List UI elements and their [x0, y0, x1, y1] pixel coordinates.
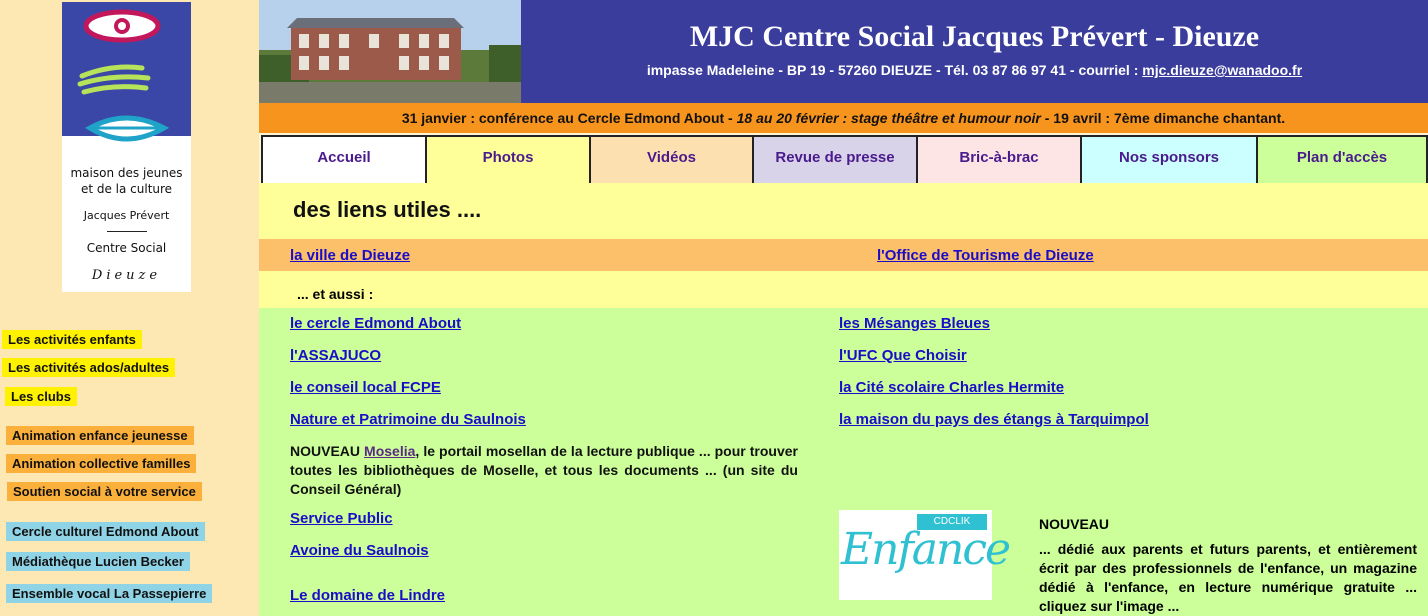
moselia-prefix: NOUVEAU	[290, 443, 365, 459]
logo-line-1: maison des jeunes	[70, 166, 183, 180]
mouth-icon	[62, 106, 191, 158]
news-ticker	[259, 103, 1428, 133]
logo-line-2: et de la culture	[80, 182, 173, 196]
mjc-logo[interactable]	[62, 2, 191, 292]
tab-bric-a-brac[interactable]: Bric-à-brac	[916, 135, 1082, 183]
links-section	[259, 308, 1428, 616]
logo-line-3: Jacques Prévert	[83, 209, 170, 222]
sidebar-item-activites-ados[interactable]: Les activités ados/adultes	[2, 358, 175, 377]
news-part-3: - 19 avril : 7ème dimanche chantant.	[1040, 110, 1286, 126]
sidebar	[0, 0, 258, 616]
enfance-description: ... dédié aux parents et futurs parents, et entièrement écrit par des professionnels de l'enfance, un magazine dédié à l'enfance, en lecture numérique gratuite ... cliquez sur l'image ...	[1039, 541, 1417, 614]
heading-band	[259, 183, 1428, 239]
building-photo	[259, 0, 521, 103]
main-links-band	[259, 239, 1428, 271]
logo-divider	[107, 231, 147, 232]
link-cite-scolaire[interactable]: la Cité scolaire Charles Hermite	[839, 379, 1065, 396]
link-nature-patrimoine[interactable]: Nature et Patrimoine du Saulnois	[290, 411, 526, 428]
moselia-paragraph	[290, 442, 798, 499]
sidebar-item-cercle-culturel[interactable]: Cercle culturel Edmond About	[6, 522, 205, 541]
link-ufc-que-choisir[interactable]: l'UFC Que Choisir	[839, 347, 967, 364]
moselia-text: , le portail mosellan de la lecture publique ... pour trouver toutes les bibliothèques de Moselle, et tous les documents ... (un site du Conseil Général)	[290, 443, 798, 497]
email-link[interactable]: mjc.dieuze@wanadoo.fr	[1142, 62, 1303, 78]
link-assajuco[interactable]: l'ASSAJUCO	[290, 347, 382, 364]
link-service-public[interactable]: Service Public	[290, 510, 393, 527]
enfance-magazine-image[interactable]	[839, 510, 1009, 600]
tab-accueil[interactable]: Accueil	[261, 135, 427, 183]
link-ville-de-dieuze[interactable]: la ville de Dieuze	[290, 247, 411, 264]
logo-signature: Dieuze	[91, 268, 162, 283]
enfance-logo-text: Enfance	[841, 524, 1009, 575]
header-banner	[521, 0, 1428, 103]
also-band	[259, 271, 1428, 308]
tab-photos[interactable]: Photos	[425, 135, 591, 183]
sidebar-item-animation-enfance[interactable]: Animation enfance jeunesse	[6, 426, 194, 445]
contact-line	[521, 62, 1428, 78]
tab-plan-acces[interactable]: Plan d'accès	[1256, 135, 1428, 183]
link-mesanges-bleues[interactable]: les Mésanges Bleues	[839, 315, 990, 332]
tab-revue-de-presse[interactable]: Revue de presse	[752, 135, 918, 183]
site-title: MJC Centre Social Jacques Prévert - Dieuze	[689, 20, 1260, 53]
tab-nos-sponsors[interactable]: Nos sponsors	[1080, 135, 1258, 183]
link-fcpe[interactable]: le conseil local FCPE	[290, 379, 441, 396]
link-avoine-saulnois[interactable]: Avoine du Saulnois	[290, 542, 429, 559]
sidebar-item-clubs[interactable]: Les clubs	[5, 387, 77, 406]
link-maison-pays-etangs[interactable]: la maison du pays des étangs à Tarquimpol	[839, 411, 1149, 428]
page-heading: des liens utiles ....	[293, 197, 482, 222]
sidebar-item-mediatheque[interactable]: Médiathèque Lucien Becker	[6, 552, 190, 571]
link-cercle-edmond-about[interactable]: le cercle Edmond About	[290, 315, 462, 332]
link-office-tourisme[interactable]: l'Office de Tourisme de Dieuze	[877, 247, 1094, 264]
sidebar-item-soutien-social[interactable]: Soutien social à votre service	[7, 482, 202, 501]
sidebar-item-activites-enfants[interactable]: Les activités enfants	[2, 330, 142, 349]
hand-icon	[62, 54, 191, 106]
news-part-2: 18 au 20 février : stage théâtre et humour noir	[736, 110, 1041, 126]
sidebar-item-ensemble-vocal[interactable]: Ensemble vocal La Passepierre	[6, 584, 212, 603]
enfance-nouveau-label: NOUVEAU	[1039, 516, 1110, 532]
main-nav	[259, 133, 1428, 183]
address-text: impasse Madeleine - BP 19 - 57260 DIEUZE - Tél. 03 87 86 97 41 - courriel :	[646, 62, 1143, 78]
logo-line-4: Centre Social	[86, 241, 167, 255]
tab-videos[interactable]: Vidéos	[589, 135, 754, 183]
main-content	[259, 183, 1428, 616]
link-moselia[interactable]: Moselia	[364, 443, 416, 459]
enfance-badge: CDCLIK	[917, 514, 987, 530]
news-part-1: 31 janvier : conférence au Cercle Edmond About -	[401, 110, 737, 126]
link-domaine-lindre[interactable]: Le domaine de Lindre	[290, 587, 446, 604]
sidebar-item-animation-familles[interactable]: Animation collective familles	[6, 454, 196, 473]
also-label: ... et aussi :	[297, 286, 374, 302]
eye-icon	[62, 2, 191, 54]
